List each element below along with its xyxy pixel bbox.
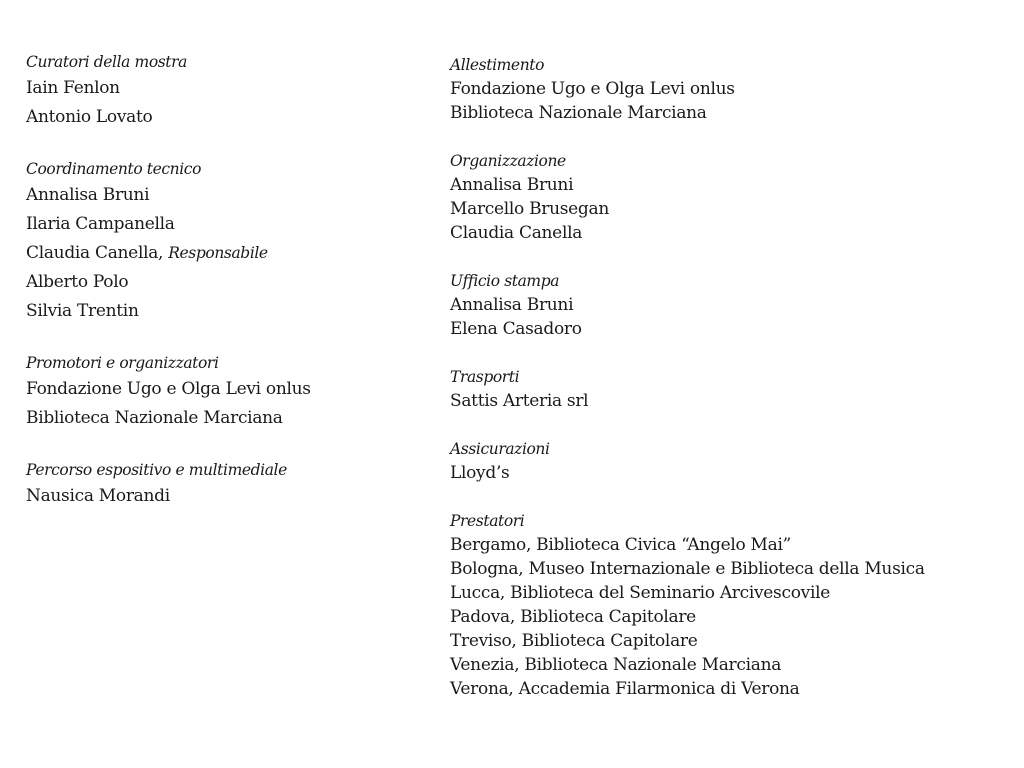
credit-line: Annalisa Bruni [450, 175, 574, 195]
right-column [450, 53, 1010, 725]
credit-line: Elena Casadoro [450, 319, 582, 339]
role-label: Responsabile [168, 244, 268, 262]
lender-line: Bologna, Museo Internazionale e Biblioteca della Musica [450, 559, 925, 579]
credit-line: Ilaria Campanella [26, 214, 175, 234]
section-ufficio-stampa [450, 269, 1010, 341]
section-heading: Ufficio stampa [450, 272, 560, 290]
section-heading: Trasporti [450, 368, 520, 386]
credit-line: Antonio Lovato [26, 107, 153, 127]
section-allestimento [450, 53, 1010, 125]
section-curatori [26, 50, 426, 132]
lender-line: Lucca, Biblioteca del Seminario Arcivescovile [450, 583, 830, 603]
section-heading: Promotori e organizzatori [26, 354, 219, 372]
section-percorso [26, 458, 426, 511]
section-heading: Prestatori [450, 512, 525, 530]
section-promotori [26, 351, 426, 433]
credit-line: Silvia Trentin [26, 301, 139, 321]
credit-line: Annalisa Bruni [26, 185, 150, 205]
lender-line: Treviso, Biblioteca Capitolare [450, 631, 698, 651]
credit-line-with-role [26, 239, 426, 268]
credit-line: Fondazione Ugo e Olga Levi onlus [450, 79, 735, 99]
credit-line: Biblioteca Nazionale Marciana [26, 408, 283, 428]
section-heading: Assicurazioni [450, 440, 550, 458]
left-column [26, 50, 426, 536]
credit-name: Claudia Canella, [26, 243, 164, 263]
lender-line: Bergamo, Biblioteca Civica “Angelo Mai” [450, 535, 791, 555]
credit-line: Lloyd’s [450, 463, 510, 483]
credit-line: Fondazione Ugo e Olga Levi onlus [26, 379, 311, 399]
section-heading: Allestimento [450, 56, 545, 74]
section-organizzazione [450, 149, 1010, 245]
credit-line: Nausica Morandi [26, 486, 170, 506]
section-coordinamento [26, 157, 426, 326]
lender-line: Venezia, Biblioteca Nazionale Marciana [450, 655, 782, 675]
lender-line: Padova, Biblioteca Capitolare [450, 607, 696, 627]
section-prestatori [450, 509, 1010, 701]
credit-line: Claudia Canella [450, 223, 583, 243]
credit-line: Sattis Arteria srl [450, 391, 589, 411]
credit-line: Annalisa Bruni [450, 295, 574, 315]
credit-line: Alberto Polo [26, 272, 129, 292]
credit-line: Biblioteca Nazionale Marciana [450, 103, 707, 123]
credit-line: Marcello Brusegan [450, 199, 609, 219]
section-heading: Percorso espositivo e multimediale [26, 461, 287, 479]
section-trasporti [450, 365, 1010, 413]
section-assicurazioni [450, 437, 1010, 485]
section-heading: Curatori della mostra [26, 53, 187, 71]
section-heading: Coordinamento tecnico [26, 160, 202, 178]
credit-line: Iain Fenlon [26, 78, 120, 98]
lender-line: Verona, Accademia Filarmonica di Verona [450, 679, 800, 699]
section-heading: Organizzazione [450, 152, 566, 170]
